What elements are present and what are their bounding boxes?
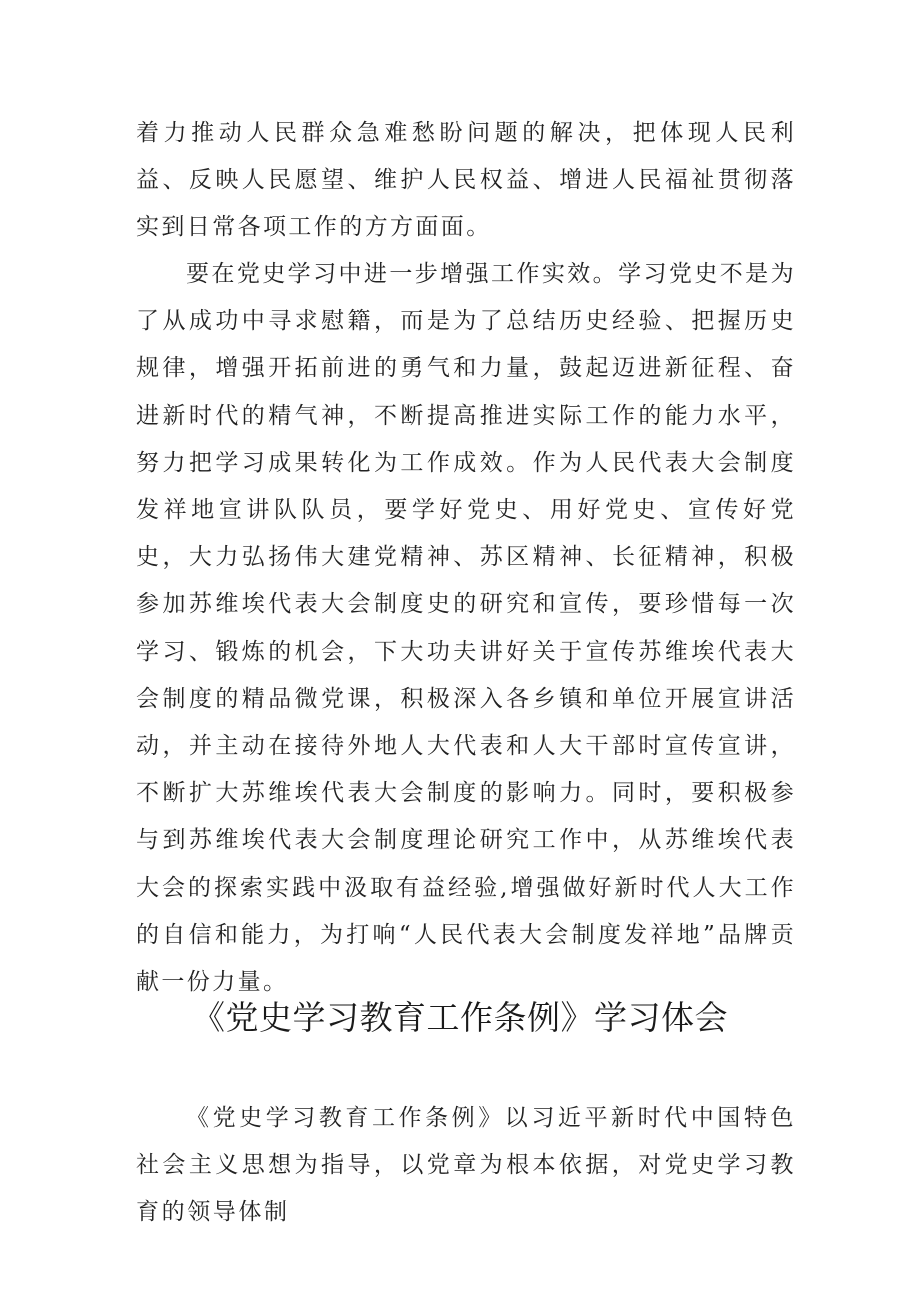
body-paragraph-work-effectiveness: 要在党史学习中进一步增强工作实效。学习党史不是为了从成功中寻求慰籍，而是为了总结历史经验、把握历史规律，增强开拓前进的勇气和力量，鼓起迈进新征程、奋进新时代的精气神，不断提高推进实际工作的能力水平，努力把学习成果转化为工作成效。作为人民代表大会制度发祥地宣讲队队员，要学好党史、用好党史、宣传好党史，大力弘扬伟大建党精神、苏区精神、长征精神，积极参加苏维埃代表大会制度史的研究和宣传，要珍惜每一次学习、锻炼的机会，下大功夫讲好关于宣传苏维埃代表大会制度的精品微党课，积极深入各乡镇和单位开展宣讲活动，并主动在接待外地人大代表和人大干部时宣传宣讲，不断扩大苏维埃代表大会制度的影响力。同时，要积极参与到苏维埃代表大会制度理论研究工作中，从苏维埃代表大会的探索实践中汲取有益经验,增强做好新时代人大工作的自信和能力，为打响“人民代表大会制度发祥地”品牌贡献一份力量。 — [136, 261, 796, 996]
section-intro-paragraph: 《党史学习教育工作条例》以习近平新时代中国特色社会主义思想为指导，以党章为根本依据，对党史学习教育的领导体制 — [136, 1105, 796, 1226]
section-title: 《党史学习教育工作条例》学习体会 — [192, 998, 728, 1037]
body-paragraph-continuation: 着力推动人民群众急难愁盼问题的解决，把体现人民利益、反映人民愿望、维护人民权益、增进人民福祉贯彻落实到日常各项工作的方方面面。 — [136, 120, 796, 241]
